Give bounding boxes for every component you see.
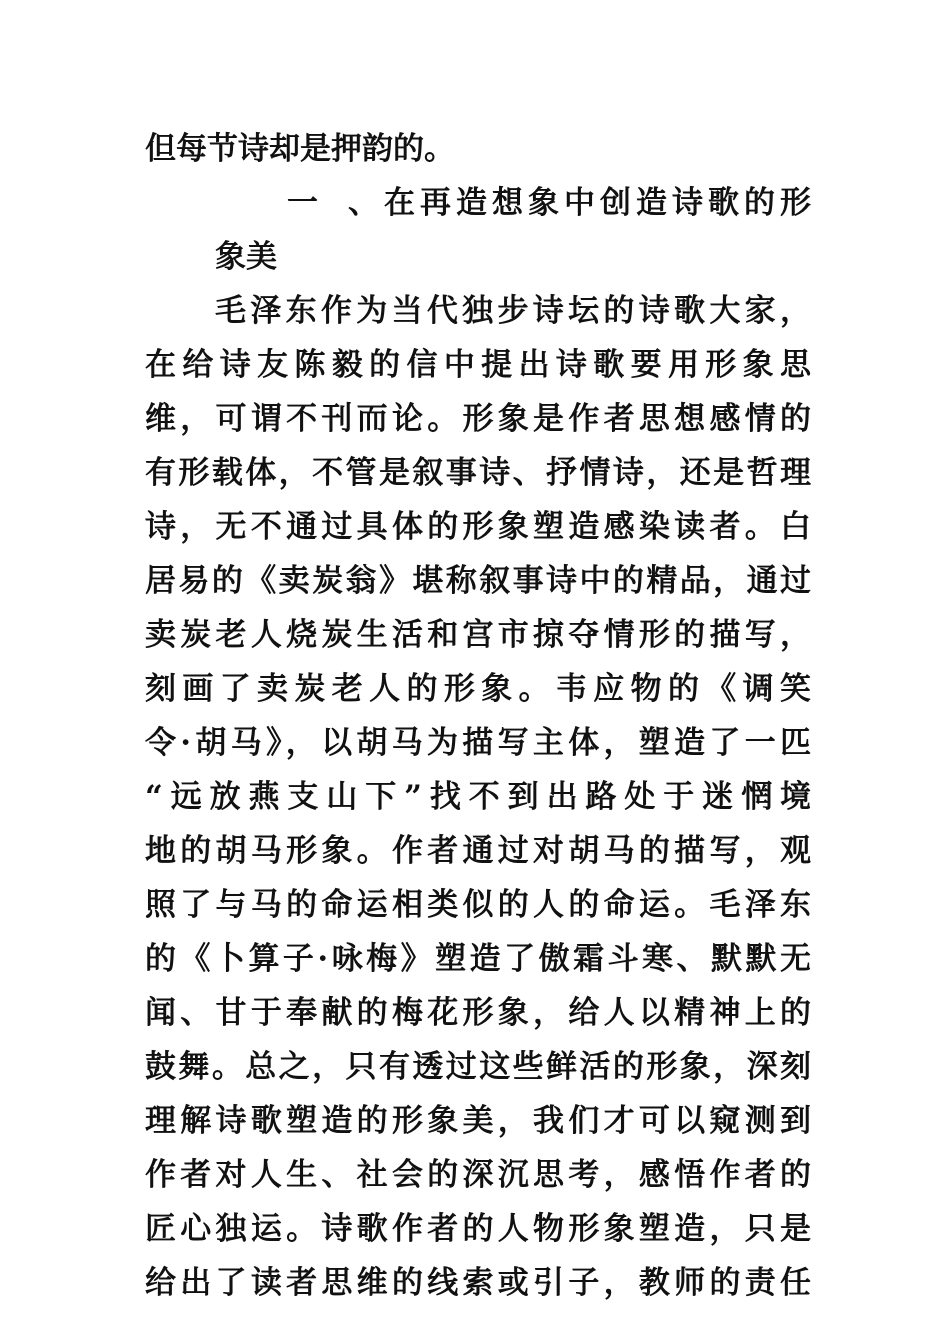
paragraph-line: 有形载体，不管是叙事诗、抒情诗，还是哲理	[145, 455, 811, 491]
paragraph-first-line: 毛泽东作为当代独步诗坛的诗歌大家，	[215, 293, 811, 329]
paragraph-line: “远放燕支山下”找不到出路处于迷惘境	[145, 779, 811, 815]
paragraph-line: 闻、甘于奉献的梅花形象，给人以精神上的	[145, 995, 811, 1031]
paragraph-line: 在给诗友陈毅的信中提出诗歌要用形象思	[145, 347, 811, 383]
paragraph-line: 令·胡马》，以胡马为描写主体，塑造了一匹	[145, 725, 811, 761]
text-line-continuation: 但每节诗却是押韵的。	[145, 131, 455, 167]
paragraph-line: 理解诗歌塑造的形象美，我们才可以窥测到	[145, 1103, 811, 1139]
paragraph-line: 地的胡马形象。作者通过对胡马的描写，观	[145, 833, 811, 869]
section-heading	[145, 176, 811, 230]
paragraph-line: 作者对人生、社会的深沉思考，感悟作者的	[145, 1157, 811, 1193]
paragraph-line: 刻画了卖炭老人的形象。韦应物的《调笑	[145, 671, 811, 707]
section-number: 一、	[287, 185, 379, 221]
paragraph-line: 维，可谓不刊而论。形象是作者思想感情的	[145, 401, 811, 437]
paragraph-line: 匠心独运。诗歌作者的人物形象塑造，只是	[145, 1211, 811, 1247]
paragraph-line: 卖炭老人烧炭生活和宫市掠夺情形的描写，	[145, 617, 811, 653]
section-title: 在再造想象中创造诗歌的形	[379, 185, 811, 221]
paragraph-line: 居易的《卖炭翁》堪称叙事诗中的精品，通过	[145, 563, 811, 599]
body-text	[145, 122, 811, 1310]
paragraph-line: 诗，无不通过具体的形象塑造感染读者。白	[145, 509, 811, 545]
paragraph-line: 照了与马的命运相类似的人的命运。毛泽东	[145, 887, 811, 923]
section-title-continuation: 象美	[215, 239, 277, 275]
paragraph-line: 鼓舞。总之，只有透过这些鲜活的形象，深刻	[145, 1049, 811, 1085]
paragraph-line: 的《卜算子·咏梅》塑造了傲霜斗寒、默默无	[145, 941, 811, 977]
paragraph-line: 给出了读者思维的线索或引子，教师的责任	[145, 1265, 811, 1301]
